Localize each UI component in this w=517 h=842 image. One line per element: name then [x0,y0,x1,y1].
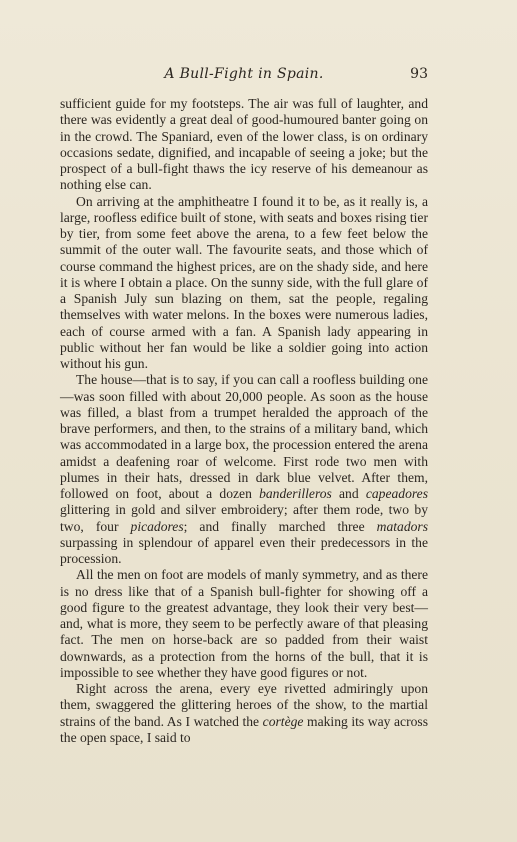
paragraph [60,681,428,746]
paragraph [60,194,428,373]
text-run: All the men on foot are models of manly symmetry, and as there is no dress like that of a Spanish bull-fighter for showing off a good figure to the greatest advantage, they look their very best—and, what is more, they seem to be perfectly aware of that pleasing fact. The men on horse-back are so padded from their waist downwards, as a protection from the horns of the bull, that it is impossible to see whether they have good figures or not. [60,567,428,680]
text-run: glittering in gold and silver embroidery; after them rode, two by two, four [60,502,428,534]
text-run: ; and finally marched three [183,518,377,534]
text-run: The house—that is to say, if you can call a roofless building one—was soon filled with about 20,000 people. As soon as the house was filled, a blast from a trumpet heralded the approach of the brave performers, and then, to the strains of a military band, which was accommodated in a large box, the procession entered the arena amidst a deafening roar of welcome. First rode two men with plumes in their hats, dressed in dark blue velvet. After them, followed on foot, about a dozen [60,372,428,501]
text-run: and [331,486,366,501]
page-header [60,66,428,86]
paragraph [60,372,428,567]
italic-term: banderilleros [259,486,332,501]
running-title: A Bull-Fight in Spain. [164,66,324,82]
text-run: surpassing in splendour of apparel even their predecessors in the procession. [60,534,428,566]
paragraph [60,567,428,681]
text-run: Right across the arena, every eye rivetted admiringly upon them, swaggered the glittering heroes of the show, to the martial strains of the band. As I watched the [60,681,428,729]
italic-term: cortège [262,713,304,729]
italic-term: matadors [376,518,429,534]
italic-term: picadores [130,518,184,534]
body-text [60,96,428,746]
page-number: 93 [410,66,428,82]
text-run: making its way across the open space, I said to [60,713,428,745]
text-run: On arriving at the amphitheatre I found it to be, as it really is, a large, roofless edifice built of stone, with seats and boxes rising tier by tier, from some feet above the arena, to a few feet below the summit of the outer wall. The favourite seats, and those which of course command the highest prices, are on the shady side, and here it is where I obtain a place. On the sunny side, with the full glare of a Spanish July sun blazing on them, sat the people, regaling themselves with water melons. In the boxes were numerous ladies, each of course armed with a fan. A Spanish lady appearing in public without her fan would be like a soldier going into action without his gun. [60,193,428,371]
paragraph [60,96,428,194]
text-run: sufficient guide for my footsteps. The air was full of laughter, and there was evidently a great deal of good-humoured banter going on in the crowd. The Spaniard, even of the lower class, is on ordinary occasions sedate, dignified, and incapable of seeing a joke; but the prospect of a bull-fight thaws the icy reserve of his demeanour as nothing else can. [60,96,428,193]
italic-term: capeadores [365,486,428,501]
